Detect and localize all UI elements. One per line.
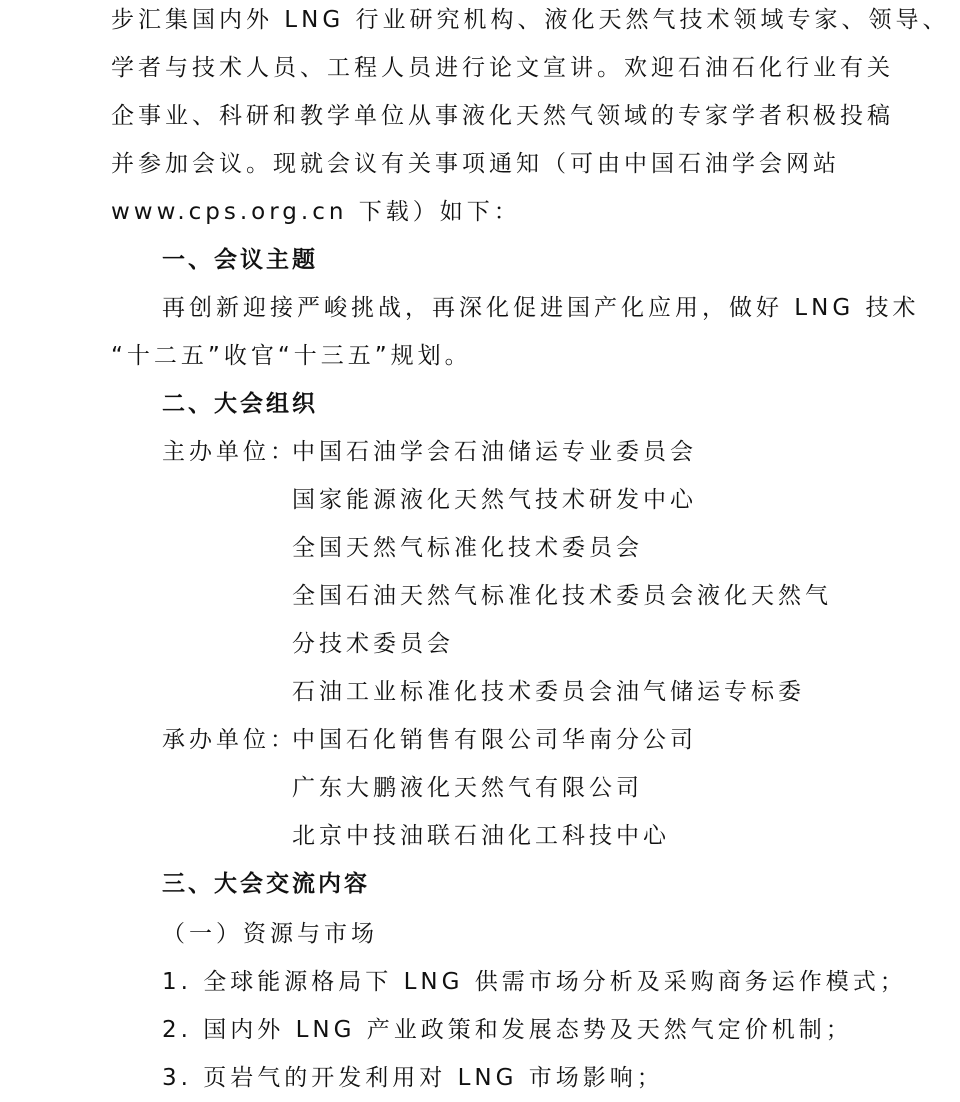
host-item: 中国石油学会石油储运专业委员会 <box>292 439 697 465</box>
organizer-item: 广东大鹏液化天然气有限公司 <box>292 775 643 801</box>
intro-line-5: www.cps.org.cn 下载）如下： <box>111 199 521 225</box>
section1-line-1: 再创新迎接严峻挑战，再深化促进国产化应用，做好 LNG 技术 <box>162 295 920 321</box>
host-label: 主办单位： <box>162 439 297 465</box>
intro-line-3: 企事业、科研和教学单位从事液化天然气领域的专家学者积极投稿 <box>111 103 894 129</box>
host-item: 全国石油天然气标准化技术委员会液化天然气 <box>292 583 832 609</box>
intro-line-1: 步汇集国内外 LNG 行业研究机构、液化天然气技术领域专家、领导、 <box>111 7 950 33</box>
organizer-label: 承办单位： <box>162 727 297 753</box>
organizer-item: 北京中技油联石油化工科技中心 <box>292 823 670 849</box>
intro-line-4: 并参加会议。现就会议有关事项通知（可由中国石油学会网站 <box>111 151 840 177</box>
section2-heading: 二、大会组织 <box>162 391 318 417</box>
host-item: 分技术委员会 <box>292 631 454 657</box>
section1-line-2: “十二五”收官“十三五”规划。 <box>111 343 472 369</box>
section3-item: 2. 国内外 LNG 产业政策和发展态势及天然气定价机制； <box>162 1017 853 1043</box>
host-item: 全国天然气标准化技术委员会 <box>292 535 643 561</box>
section1-heading: 一、会议主题 <box>162 247 318 273</box>
section3-item: 3. 页岩气的开发利用对 LNG 市场影响； <box>162 1065 664 1091</box>
host-item: 石油工业标准化技术委员会油气储运专标委 <box>292 679 805 705</box>
host-item: 国家能源液化天然气技术研发中心 <box>292 487 697 513</box>
organizer-item: 中国石化销售有限公司华南分公司 <box>292 727 697 753</box>
section3-subheading: （一）资源与市场 <box>162 921 378 947</box>
section3-heading: 三、大会交流内容 <box>162 871 370 897</box>
intro-line-2: 学者与技术人员、工程人员进行论文宣讲。欢迎石油石化行业有关 <box>111 55 894 81</box>
section3-item: 1. 全球能源格局下 LNG 供需市场分析及采购商务运作模式； <box>162 969 907 995</box>
